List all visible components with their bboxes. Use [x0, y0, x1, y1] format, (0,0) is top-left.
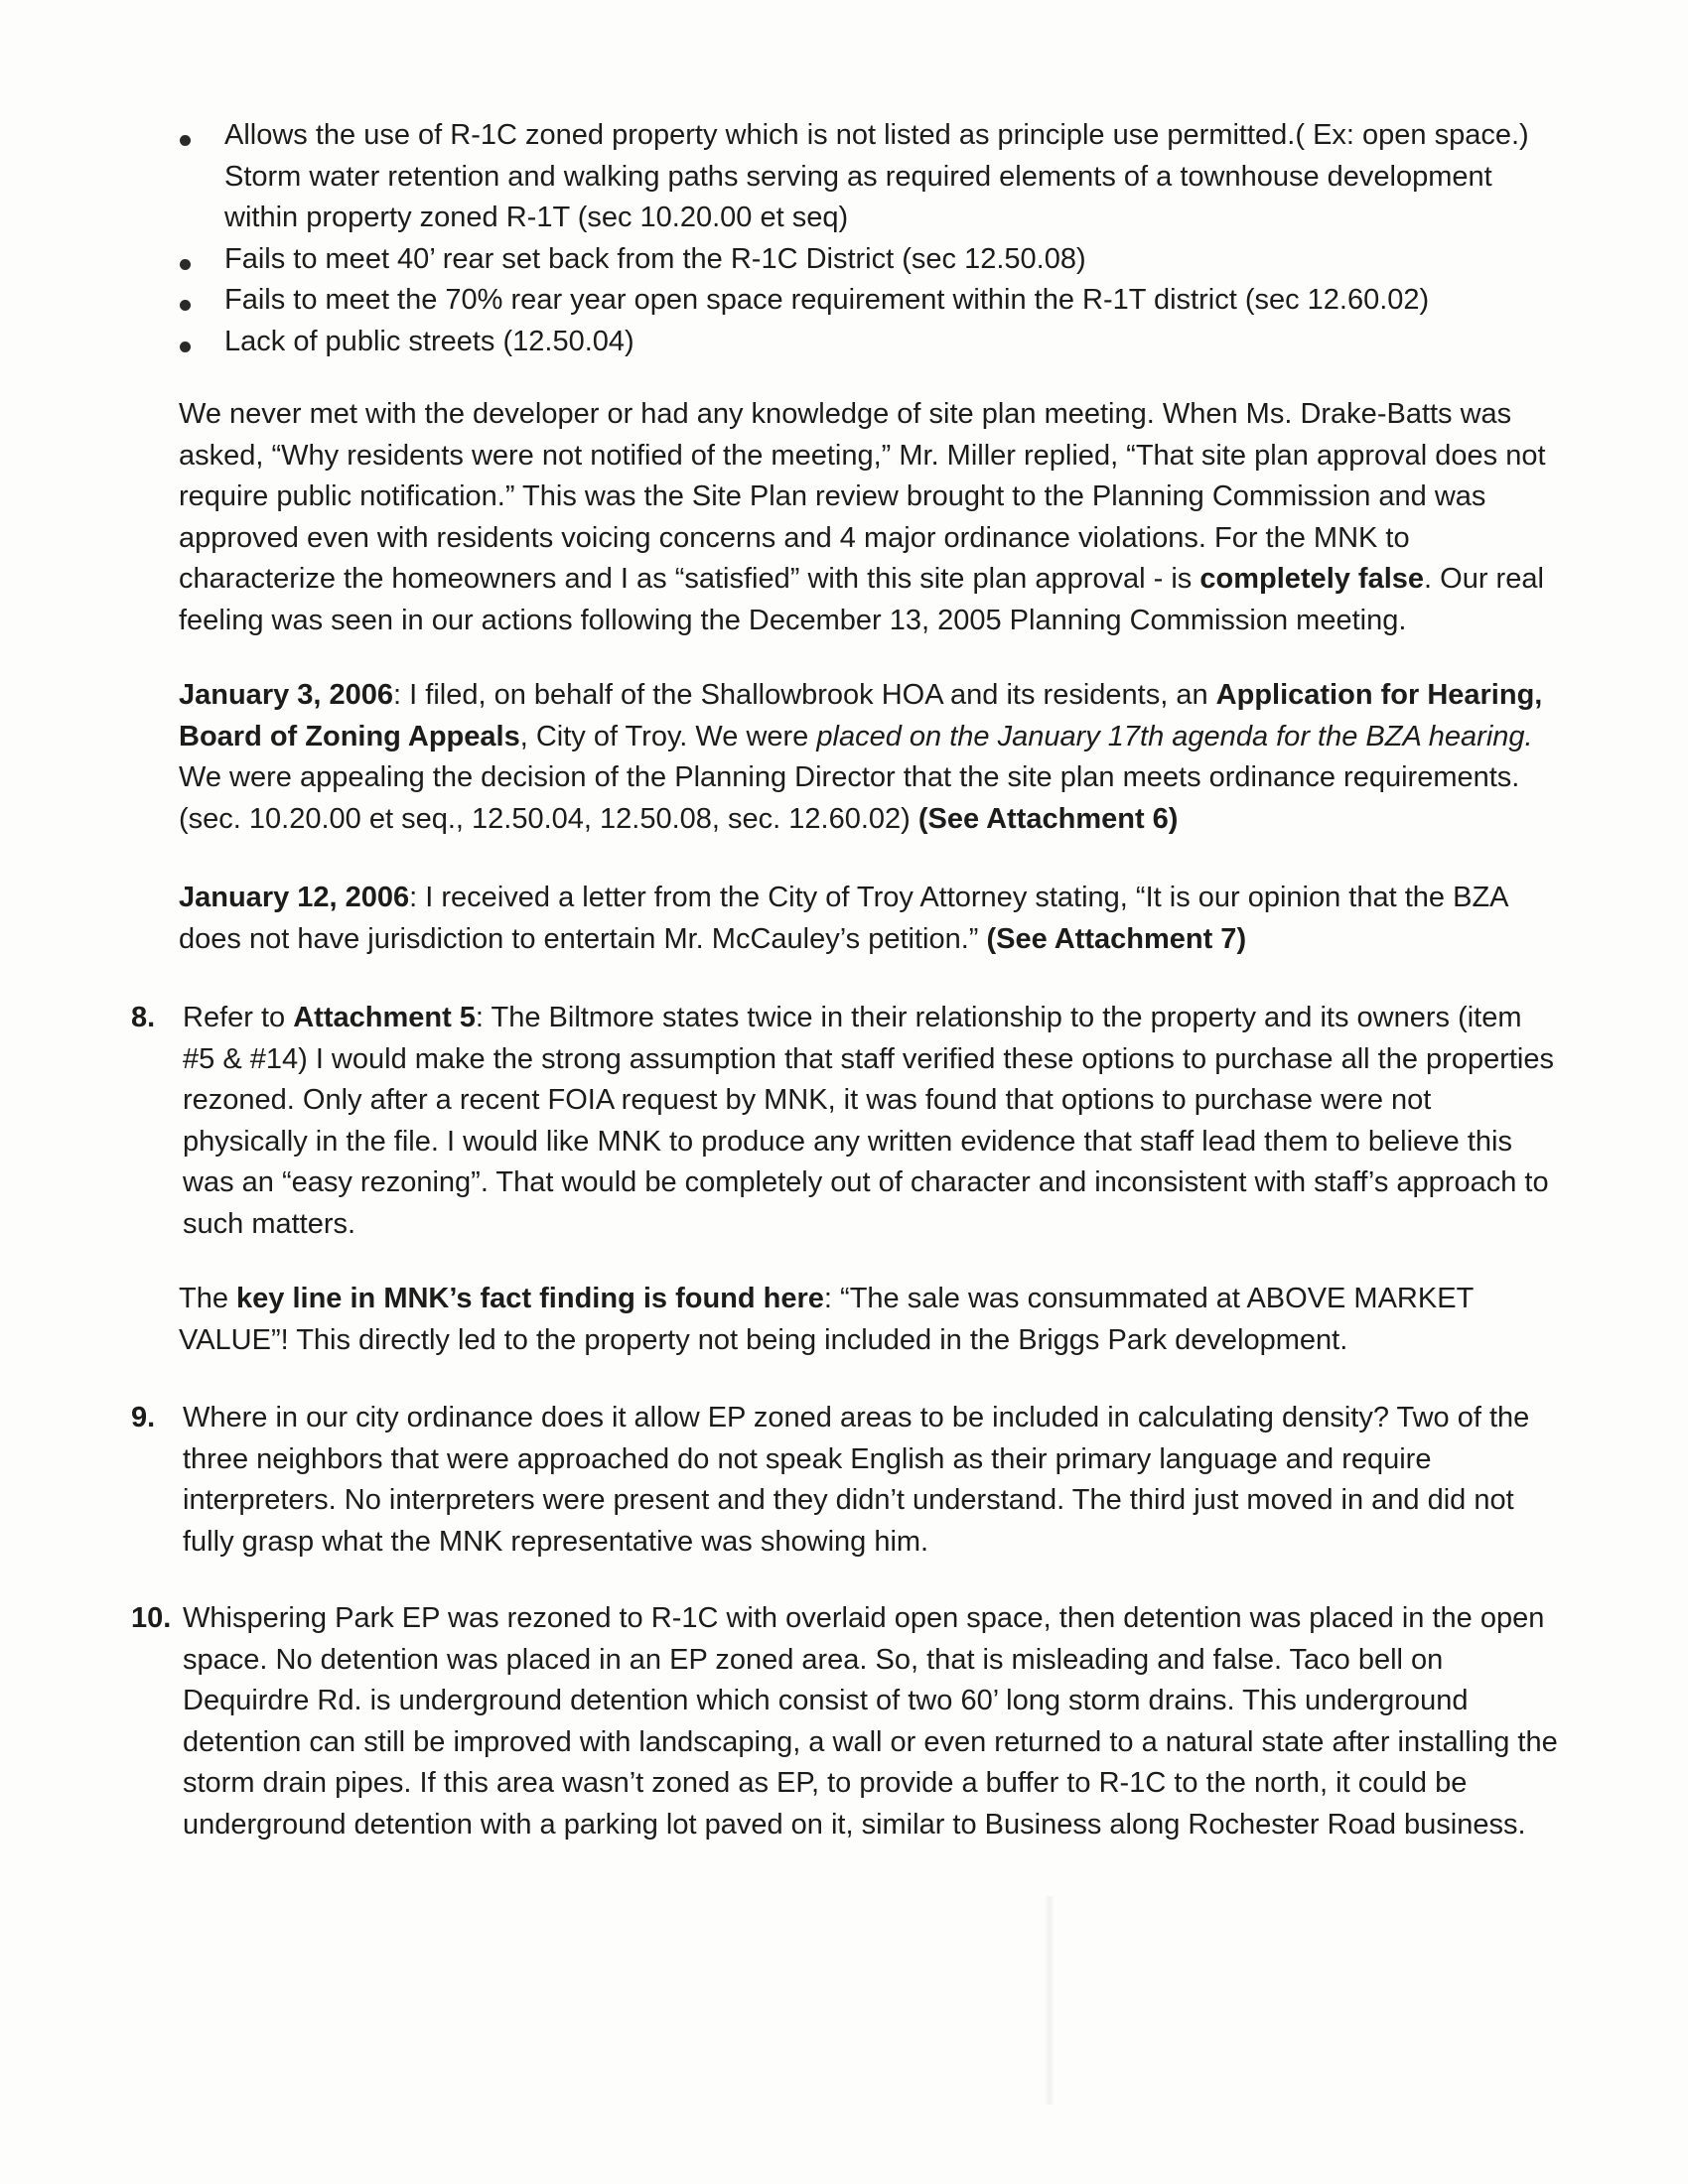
paragraph-line: [179, 717, 1648, 758]
bullet-icon: [180, 259, 191, 270]
paragraph-line: was an “easy rezoning”. That would be completely out of character and inconsistent with staff’s approach to: [183, 1166, 1549, 1198]
attachment-reference: Attachment 5: [293, 1002, 476, 1033]
paragraph-line: rezoned. Only after a recent FOIA request by MNK, it was found that options to purchase were not: [183, 1084, 1432, 1116]
paragraph-jan-3-2006: [179, 675, 1648, 840]
paragraph-line: physically in the file. I would like MNK to produce any written evidence that staff lead them to believe this: [183, 1125, 1512, 1158]
item-number: 8.: [131, 1002, 156, 1033]
paragraph-line: storm drain pipes. If this area wasn’t zoned as EP, to provide a buffer to R-1C to the north, it could be: [183, 1767, 1468, 1799]
numbered-item-9: [131, 1398, 1660, 1563]
scan-artifact: [1045, 1896, 1055, 2105]
text-run: : I received a letter from the City of Troy Attorney stating, “It is our opinion that the BZA: [409, 882, 1509, 913]
emphasis-text: Board of Zoning Appeals: [179, 720, 520, 752]
bullet-line: Fails to meet the 70% rear year open space requirement within the R-1T district (sec 12.60.02): [224, 284, 1430, 316]
bullet-line: Allows the use of R-1C zoned property which is not listed as principle use permitted.( Ex: open space.): [224, 119, 1529, 151]
text-run: : The Biltmore states twice in their relationship to the property and its owners (item: [475, 1002, 1522, 1033]
item-number: 9.: [131, 1402, 156, 1433]
paragraph-line: VALUE”! This directly led to the property not being included in the Briggs Park development.: [179, 1323, 1348, 1356]
paragraph-line: [179, 919, 1648, 961]
attachment-reference: (See Attachment 7): [986, 922, 1247, 955]
text-run: . Our real: [1424, 563, 1544, 595]
emphasis-text: key line in MNK’s fact finding is found here: [236, 1283, 824, 1314]
numbered-item-8: [131, 998, 1660, 1245]
item-body: [131, 1398, 1660, 1563]
paragraph-line: [183, 998, 1660, 1039]
paragraph-line: approved even with residents voicing concerns and 4 major ordinance violations. For the MNK to: [179, 521, 1410, 554]
bullet-item: [173, 322, 1662, 363]
bullet-line: Storm water retention and walking paths serving as required elements of a townhouse development: [224, 160, 1492, 193]
text-run: does not have jurisdiction to entertain Mr. McCauley’s petition.”: [179, 922, 987, 955]
attachment-reference: (See Attachment 6): [917, 802, 1179, 835]
text-run: (sec. 10.20.00 et seq., 12.50.04, 12.50.08, sec. 12.60.02): [179, 802, 918, 835]
paragraph-line: feeling was seen in our actions following the December 13, 2005 Planning Commission meeting.: [179, 604, 1407, 636]
paragraph-line: [179, 878, 1648, 919]
item-body: [131, 998, 1660, 1245]
paragraph-line: We never met with the developer or had any knowledge of site plan meeting. When Ms. Drake-Batts was: [179, 398, 1512, 430]
paragraph-line: Whispering Park EP was rezoned to R-1C with overlaid open space, then detention was placed in the open: [183, 1602, 1545, 1634]
paragraph-line: [179, 675, 1648, 717]
emphasis-text: completely false: [1199, 563, 1425, 595]
paragraph-line: We were appealing the decision of the Planning Director that the site plan meets ordinance requirements.: [179, 761, 1520, 793]
bullet-item: [173, 280, 1662, 322]
paragraph-line: underground detention with a parking lot paved on it, similar to Business along Rochester Road business.: [183, 1808, 1526, 1841]
text-run: Refer to: [183, 1002, 294, 1033]
paragraph-line: [179, 559, 1648, 601]
paragraph-key-line: [179, 1279, 1648, 1361]
paragraph-line: such matters.: [183, 1207, 356, 1240]
text-run: , City of Troy. We were: [519, 720, 817, 752]
text-run: characterize the homeowners and I as “satisfied” with this site plan approval - is: [179, 563, 1200, 595]
bullet-item: [173, 239, 1662, 281]
bullet-line: Lack of public streets (12.50.04): [224, 325, 634, 357]
entry-date: January 3, 2006: [179, 679, 394, 711]
text-run: : “The sale was consummated at ABOVE MARKET: [823, 1283, 1475, 1314]
item-number: 10.: [131, 1602, 172, 1634]
paragraph-line: three neighbors that were approached do not speak English as their primary language and require: [183, 1442, 1432, 1475]
paragraph-line: require public notification.” This was the Site Plan review brought to the Planning Commission and was: [179, 480, 1486, 512]
violations-bullet-list: [173, 115, 1662, 362]
bullet-line: Fails to meet 40’ rear set back from the R-1C District (sec 12.50.08): [224, 242, 1086, 275]
paragraph-line: [179, 1279, 1648, 1320]
entry-date: January 12, 2006: [179, 882, 410, 913]
bullet-icon: [180, 300, 191, 311]
italic-text: placed on the January 17th agenda for the BZA hearing.: [816, 720, 1533, 752]
paragraph-line: #5 & #14) I would make the strong assumption that staff verified these options to purchase all the properties: [183, 1042, 1554, 1075]
bullet-line: within property zoned R-1T (sec 10.20.00 et seq): [224, 202, 849, 233]
item-body: [131, 1598, 1660, 1845]
text-run: The: [179, 1283, 237, 1314]
paragraph-line: Dequirdre Rd. is underground detention which consist of two 60’ long storm drains. This underground: [183, 1685, 1469, 1716]
paragraph-jan-12-2006: [179, 878, 1648, 960]
paragraph-line: fully grasp what the MNK representative was showing him.: [183, 1525, 929, 1558]
paragraph-line: detention can still be improved with landscaping, a wall or even returned to a natural state after installing the: [183, 1725, 1558, 1758]
paragraph-line: Where in our city ordinance does it allow EP zoned areas to be included in calculating density? Two of the: [183, 1402, 1530, 1433]
numbered-item-10: [131, 1598, 1660, 1845]
bullet-item: [173, 115, 1662, 239]
paragraph-line: [179, 799, 1648, 841]
paragraph-line: interpreters. No interpreters were present and they didn’t understand. The third just moved in and did not: [183, 1484, 1514, 1516]
paragraph-line: space. No detention was placed in an EP zoned area. So, that is misleading and false. Taco bell on: [183, 1643, 1444, 1676]
paragraph-line: asked, “Why residents were not notified of the meeting,” Mr. Miller replied, “That site plan approval does not: [179, 439, 1546, 472]
text-run: : I filed, on behalf of the Shallowbrook HOA and its residents, an: [393, 679, 1216, 711]
emphasis-text: Application for Hearing,: [1215, 679, 1543, 711]
bullet-icon: [180, 135, 191, 146]
paragraph-site-plan: [179, 394, 1648, 641]
bullet-icon: [180, 341, 191, 352]
